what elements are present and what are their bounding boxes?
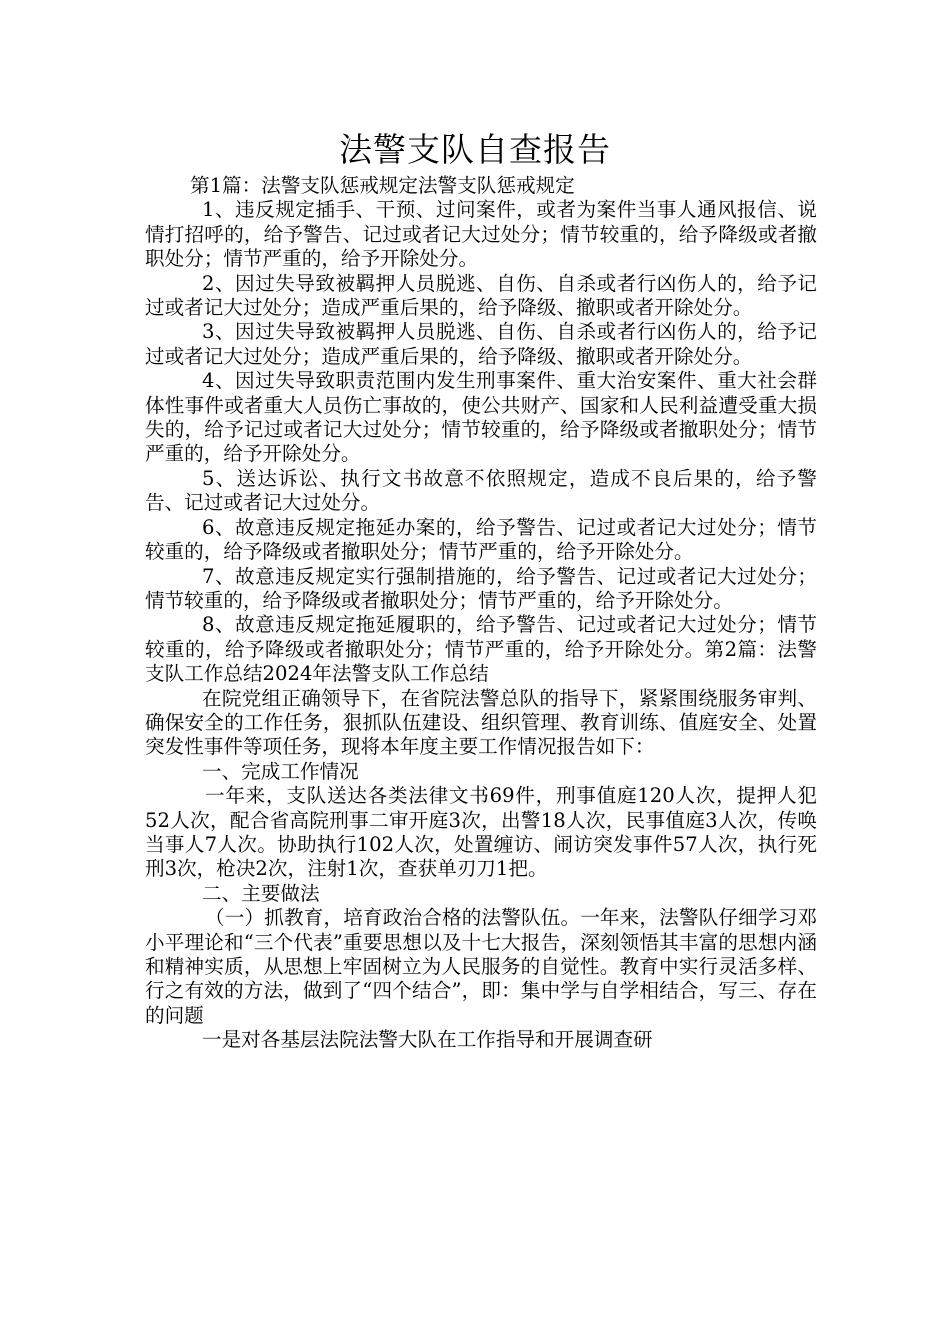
paragraph-summary-intro: 在院党组正确领导下，在省院法警总队的指导下，紧紧围绕服务审判、确保安全的工作任务，狠抓队伍建设、组织管理、教育训练、值庭安全、处置突发性事件等项任务，现将本年度主要工作情况报告如下：: [145, 686, 817, 759]
document-title: 法警支队自查报告: [339, 130, 611, 169]
paragraph-rule-1: 1、违反规定插手、干预、过问案件，或者为案件当事人通风报信、说情打招呼的，给予警告、记过或者记大过处分；情节较重的，给予降级或者撤职处分；情节严重的，给予开除处分。: [145, 198, 817, 271]
paragraph-methods-education: （一）抓教育，培育政治合格的法警队伍。一年来，法警队仔细学习邓小平理论和“三个代表”重要思想以及十七大报告，深刻领悟其丰富的思想内涵和精神实质，从思想上牢固树立为人民服务的自觉性。教育中实行灵活多样、行之有效的方法，做到了“四个结合”，即：集中学与自学相结合，写三、存在的问题: [145, 906, 817, 1027]
paragraph-rule-7: 7、故意违反规定实行强制措施的，给予警告、记过或者记大过处分；情节较重的，给予降级或者撤职处分；情节严重的，给予开除处分。: [145, 564, 817, 612]
paragraph-work-stats: 一年来，支队送达各类法律文书69件，刑事值庭120人次，提押人犯52人次，配合省高院刑事二审开庭3次，出警18人次，民事值庭3人次，传唤当事人7人次。协助执行102人次，处置缠访、闹访突发事件57人次，执行死刑3次，枪决2次，注射1次，查获单刃刀1把。: [145, 784, 817, 881]
paragraph-rule-5: 5、送达诉讼、执行文书故意不依照规定，造成不良后果的，给予警告、记过或者记大过处分。: [145, 466, 817, 515]
paragraph-problems: 一是对各基层法院法警大队在工作指导和开展调查研: [202, 1028, 653, 1052]
paragraph-rule-8: 8、故意违反规定拖延履职的，给予警告、记过或者记大过处分；情节较重的，给予降级或者撤职处分；情节严重的，给予开除处分。第2篇：法警支队工作总结2024年法警支队工作总结: [145, 613, 817, 686]
paragraph-rule-4: 4、因过失导致职责范围内发生刑事案件、重大治安案件、重大社会群体性事件或者重大人员伤亡事故的，使公共财产、国家和人民利益遭受重大损失的，给予记过或者记大过处分；情节较重的，给予降级或者撤职处分；情节严重的，给予开除处分。: [145, 369, 817, 466]
section-heading-methods: 二、主要做法: [202, 881, 320, 905]
document-body: [145, 174, 817, 1053]
paragraph-rule-6: 6、故意违反规定拖延办案的，给予警告、记过或者记大过处分；情节较重的，给予降级或者撤职处分；情节严重的，给予开除处分。: [145, 515, 817, 564]
section-heading-work: 一、完成工作情况: [202, 759, 359, 783]
paragraph-rule-2: 2、因过失导致被羁押人员脱逃、自伤、自杀或者行凶伤人的，给予记过或者记大过处分；造成严重后果的，给予降级、撤职或者开除处分。: [145, 271, 817, 320]
paragraph-rule-3: 3、因过失导致被羁押人员脱逃、自伤、自杀或者行凶伤人的，给予记过或者记大过处分；造成严重后果的，给予降级、撤职或者开除处分。: [145, 320, 817, 368]
section-heading-1: 第1篇：法警支队惩戒规定法警支队惩戒规定: [190, 174, 575, 197]
